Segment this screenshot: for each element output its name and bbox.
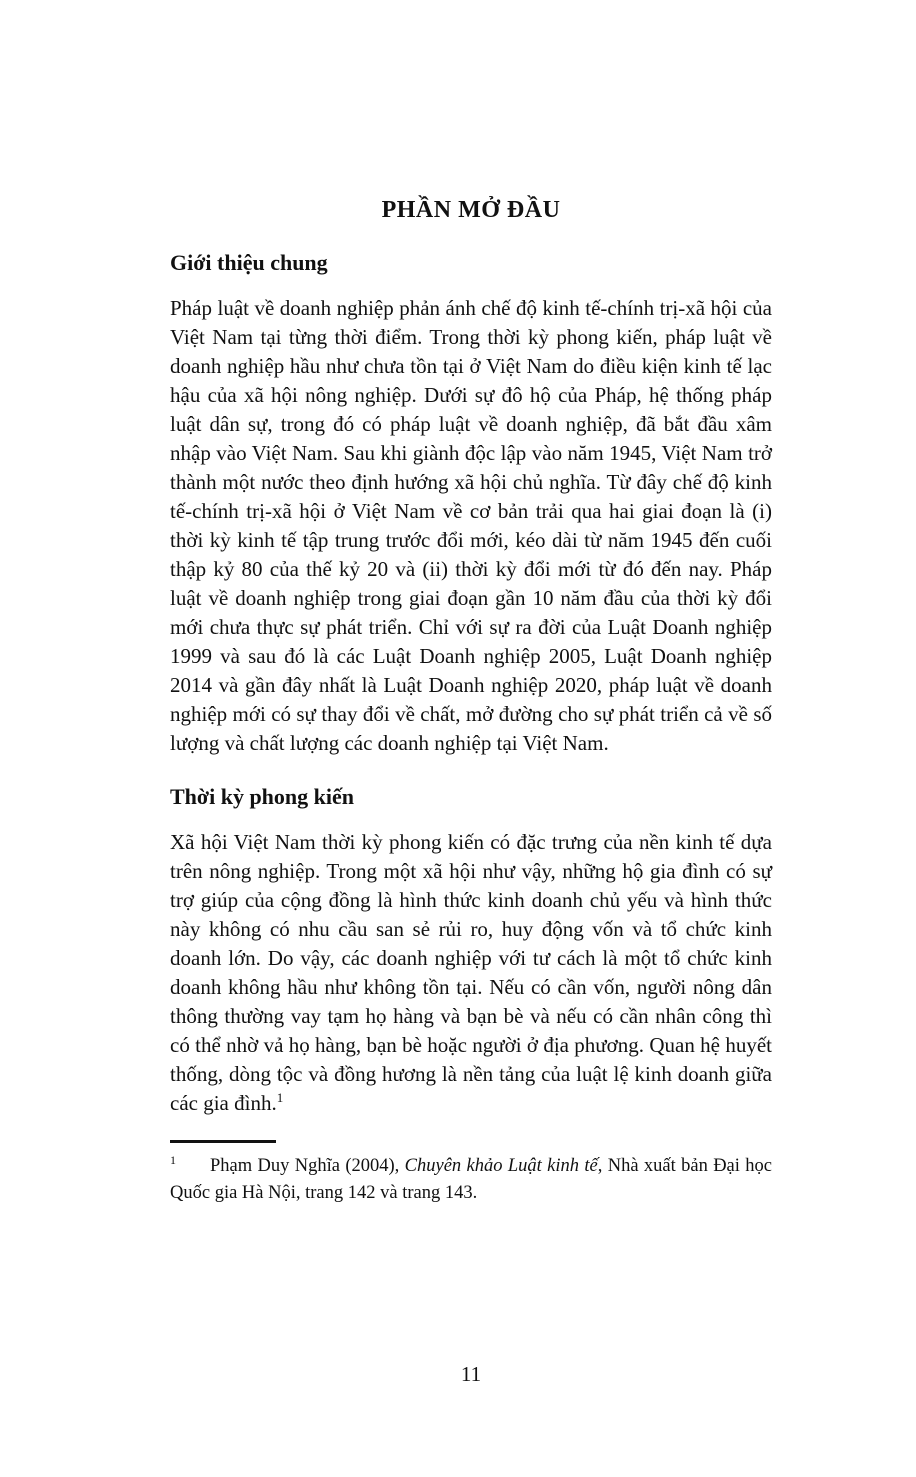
section-heading-thoi-ky-phong-kien: Thời kỳ phong kiến bbox=[170, 784, 354, 809]
paragraph-gioi-thieu-chung bbox=[170, 294, 772, 758]
page-title: PHẦN MỞ ĐẦU bbox=[381, 197, 561, 223]
paragraph-text: Xã hội Việt Nam thời kỳ phong kiến có đặc trưng của nền kinh tế dựa trên nông nghiệp. Trong một xã hội như vậy, những hộ gia đình có sự trợ giúp của cộng đồng là hình thức kinh doanh chủ yếu và hình thức này không có nhu cầu san sẻ rủi ro, huy động vốn và tổ chức kinh doanh lớn. Do vậy, các doanh nghiệp với tư cách là một tổ chức kinh doanh không hầu như không tồn tại. Nếu có cần vốn, người nông dân thông thường vay tạm họ hàng và bạn bè và nếu có cần nhân công thì có thể nhờ vả họ hàng, bạn bè hoặc người ở địa phương. Quan hệ huyết thống, dòng tộc và đồng hương là nền tảng của luật lệ kinh doanh giữa các gia đình. bbox=[170, 830, 772, 1115]
page-content bbox=[170, 197, 772, 1207]
footnote-divider bbox=[170, 1140, 276, 1143]
footnote-marker: 1 bbox=[170, 1152, 176, 1167]
footnote-text-before-italic: Phạm Duy Nghĩa (2004), bbox=[210, 1156, 405, 1176]
paragraph-text: Pháp luật về doanh nghiệp phản ánh chế độ kinh tế-chính trị-xã hội của Việt Nam tại từng thời điểm. Trong thời kỳ phong kiến, pháp luật về doanh nghiệp hầu như chưa tồn tại ở Việt Nam do điều kiện kinh tế lạc hậu của xã hội nông nghiệp. Dưới sự đô hộ của Pháp, hệ thống pháp luật dân sự, trong đó có pháp luật về doanh nghiệp, đã bắt đầu xâm nhập vào Việt Nam. Sau khi giành độc lập vào năm 1945, Việt Nam trở thành một nước theo định hướng xã hội chủ nghĩa. Từ đây chế độ kinh tế-chính trị-xã hội ở Việt Nam về cơ bản trải qua hai giai đoạn là (i) thời kỳ kinh tế tập trung trước đổi mới, kéo dài từ năm 1945 đến cuối thập kỷ 80 của thế kỷ 20 và (ii) thời kỳ đổi mới từ đó đến nay. Pháp luật về doanh nghiệp trong giai đoạn gần 10 năm đầu của thời kỳ đổi mới chưa thực sự phát triển. Chỉ với sự ra đời của Luật Doanh nghiệp 1999 và sau đó là các Luật Doanh nghiệp 2005, Luật Doanh nghiệp 2014 và gần đây nhất là Luật Doanh nghiệp 2020, pháp luật về doanh nghiệp mới có sự thay đổi về chất, mở đường cho sự phát triển cả về số lượng và chất lượng các doanh nghiệp tại Việt Nam. bbox=[170, 296, 772, 755]
page-number: 11 bbox=[460, 1362, 482, 1386]
section-heading-gioi-thieu-chung: Giới thiệu chung bbox=[170, 250, 328, 275]
footnote bbox=[170, 1153, 772, 1207]
footnote-text-after-italic: , Nhà xuất bản Đại học Quốc gia Hà Nội, trang 142 và trang 143. bbox=[170, 1156, 772, 1203]
footnote-reference-marker: 1 bbox=[276, 1090, 284, 1105]
footnote-cited-work-title: Chuyên khảo Luật kinh tế bbox=[404, 1156, 598, 1176]
paragraph-thoi-ky-phong-kien bbox=[170, 828, 772, 1118]
